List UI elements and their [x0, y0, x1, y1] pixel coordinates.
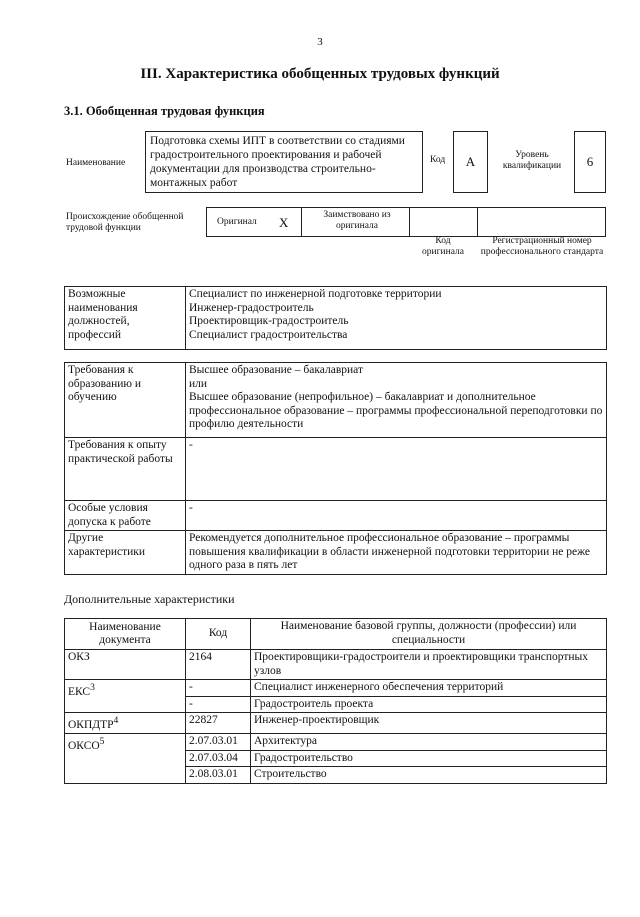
- level-label: Уровень квалификации: [502, 150, 562, 171]
- table-row: [65, 680, 607, 697]
- code-cell: 2.07.03.04: [186, 750, 251, 767]
- col-doc-header: Наименование документа: [65, 619, 186, 650]
- doc-cell: [65, 713, 186, 734]
- origin-label: Происхождение обобщенной трудовой функции: [66, 212, 184, 233]
- doc-cell: [65, 680, 186, 713]
- footnote-ref: 4: [113, 715, 119, 726]
- divider: [301, 208, 302, 236]
- name-cell: Специалист инженерного обеспечения территорий: [251, 680, 607, 697]
- subsection-title: 3.1. Обобщенная трудовая функция: [64, 104, 265, 118]
- code-cell: 22827: [186, 713, 251, 734]
- section-title: III. Характеристика обобщенных трудовых функций: [140, 66, 500, 82]
- requirement-label: Требования к опыту практической работы: [65, 438, 186, 501]
- table-row: [65, 501, 607, 531]
- requirement-label: Требования к образованию и обучению: [65, 363, 186, 438]
- requirement-value: -: [186, 438, 607, 501]
- table-row: [65, 438, 607, 501]
- reg-number-label: Регистрационный номер профессионального стандарта: [480, 236, 604, 257]
- table-header: [65, 619, 607, 650]
- requirement-value: Рекомендуется дополнительное профессиональное образование – программы повышения квалификации в области инженерной подготовки территории не реже одного раза в пять лет: [186, 531, 607, 575]
- name-label: Наименование: [66, 158, 126, 168]
- requirement-label: Другие характеристики: [65, 531, 186, 575]
- code-cell: -: [186, 696, 251, 713]
- original-label: Оригинал: [217, 217, 257, 227]
- footnote-ref: 3: [90, 682, 95, 693]
- doc-label: ОКСО: [68, 740, 100, 753]
- name-cell: Инженер-проектировщик: [251, 713, 607, 734]
- original-mark: X: [279, 215, 289, 230]
- code-label: Код: [430, 155, 446, 165]
- table-row: [65, 531, 607, 575]
- name-cell: Проектировщики-градостроители и проектировщики транспортных узлов: [251, 650, 607, 680]
- code-value: А: [453, 131, 488, 193]
- page-number: 3: [317, 36, 323, 48]
- divider: [477, 208, 478, 236]
- level-value: 6: [574, 131, 606, 193]
- doc-label: ОКПДТР: [68, 718, 114, 731]
- requirement-label: Особые условия допуска к работе: [65, 501, 186, 531]
- positions-label: Возможные наименования должностей, профессий: [65, 287, 186, 350]
- origin-box: [206, 207, 606, 237]
- table-row: [65, 734, 607, 751]
- code-cell: -: [186, 680, 251, 697]
- footnote-ref: 5: [99, 736, 105, 748]
- code-cell: 2164: [186, 650, 251, 680]
- additional-table: [64, 618, 607, 784]
- borrowed-label: Заимствовано из оригинала: [323, 210, 391, 231]
- table-row: [65, 650, 607, 680]
- positions-list: [186, 287, 607, 350]
- name-cell: Архитектура: [251, 734, 607, 751]
- doc-cell: ОКЗ: [65, 650, 186, 680]
- list-item: Проектировщик-градостроитель: [189, 315, 349, 327]
- list-item: Специалист по инженерной подготовке территории: [189, 288, 442, 300]
- positions-table: [64, 286, 607, 350]
- code-cell: 2.07.03.01: [186, 734, 251, 751]
- divider: [409, 208, 410, 236]
- requirement-value: Высшее образование – бакалавриат или Высшее образование (непрофильное) – бакалавриат и дополнительное профессиональное образование – программы профессиональной переподготовки по профилю деятельности: [186, 363, 607, 438]
- additional-title: Дополнительные характеристики: [64, 592, 235, 606]
- doc-cell: [65, 734, 186, 784]
- code-original-label: Код оригинала: [422, 236, 464, 257]
- name-value: Подготовка схемы ИПТ в соответствии со стадиями градостроительного проектирования и рабочей документации для производства строительно-монтажных работ: [145, 131, 423, 193]
- name-cell: Строительство: [251, 767, 607, 784]
- requirements-table: [64, 362, 607, 575]
- requirement-value: -: [186, 501, 607, 531]
- name-cell: Градостроитель проекта: [251, 696, 607, 713]
- list-item: Специалист градостроительства: [189, 328, 348, 341]
- table-row: [65, 713, 607, 734]
- name-cell: Градостроительство: [251, 750, 607, 767]
- table-row: [65, 363, 607, 438]
- col-name-header: Наименование базовой группы, должности (профессии) или специальности: [251, 619, 607, 650]
- doc-label: ЕКС: [68, 685, 91, 698]
- code-cell: 2.08.03.01: [186, 767, 251, 784]
- col-code-header: Код: [186, 619, 251, 650]
- list-item: Инженер-градостроитель: [189, 301, 314, 314]
